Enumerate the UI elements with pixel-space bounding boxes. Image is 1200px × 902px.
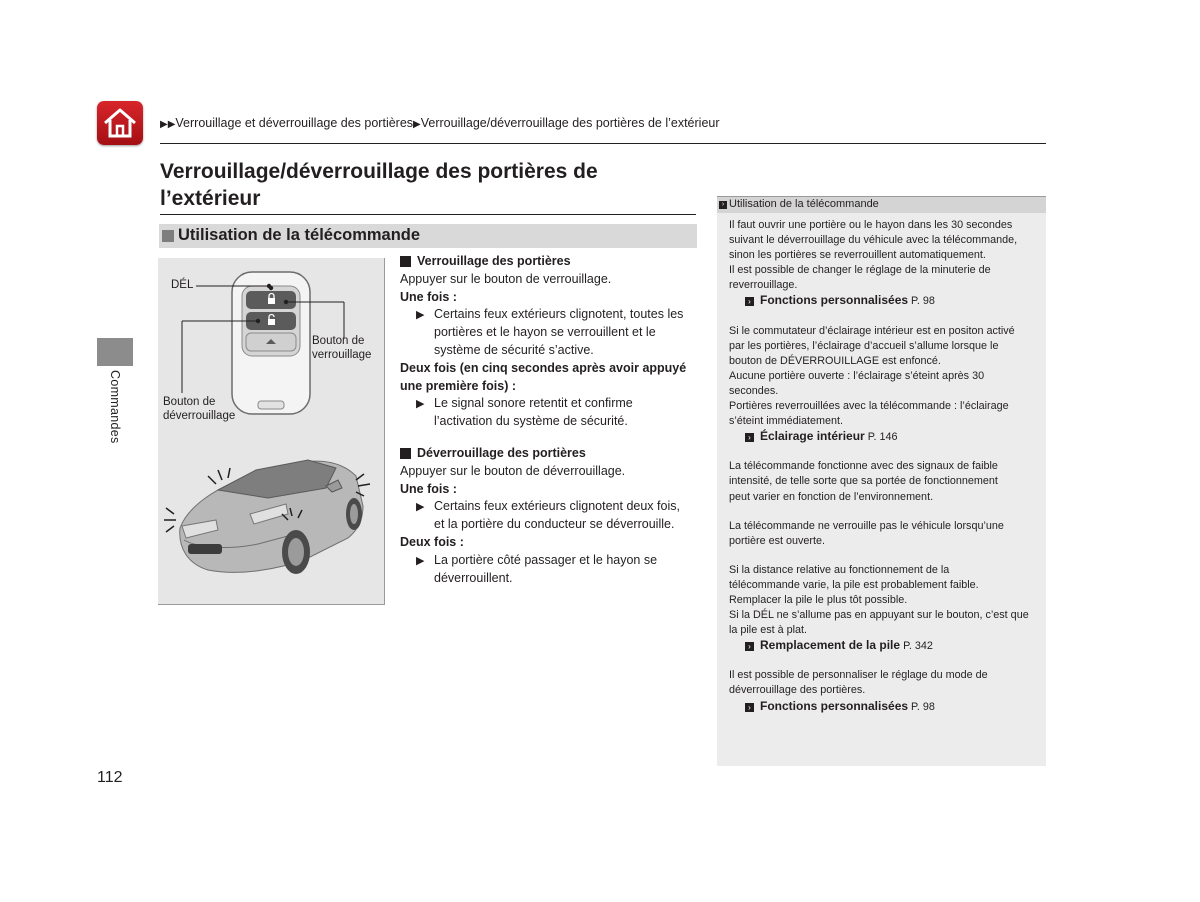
bullet-arrow-icon: ▶ bbox=[416, 501, 425, 514]
unlock-once-line-2: et la portière du conducteur se déverrouille. bbox=[434, 517, 675, 532]
reference-name: Fonctions personnalisées bbox=[760, 293, 909, 308]
lock-twice-line-2: l’activation du système de sécurité. bbox=[434, 414, 628, 429]
note-line: la pile est à plat. bbox=[729, 624, 808, 637]
notes-sidebar-body bbox=[729, 218, 1037, 715]
twice-label-line-2: une première fois) : bbox=[400, 378, 516, 393]
note-paragraph-6 bbox=[729, 668, 1037, 698]
reference-page: P. 146 bbox=[867, 431, 898, 444]
reference-arrow-icon: › bbox=[745, 642, 754, 651]
notes-sidebar-title bbox=[719, 198, 879, 210]
note-line: La télécommande fonctionne avec des signaux de faible bbox=[729, 460, 998, 473]
unlock-twice-item bbox=[400, 552, 700, 588]
remote-and-car-drawing bbox=[158, 258, 384, 604]
cross-reference-link[interactable] bbox=[729, 293, 1037, 309]
reference-name: Remplacement de la pile bbox=[760, 638, 901, 653]
note-paragraph-5 bbox=[729, 563, 1037, 638]
reference-arrow-icon: › bbox=[745, 433, 754, 442]
note-paragraph-2 bbox=[729, 324, 1037, 430]
breadcrumb-separator: ▶ bbox=[413, 119, 421, 130]
callout-unlock-line-1: Bouton de bbox=[163, 396, 216, 408]
cross-reference-link[interactable] bbox=[729, 699, 1037, 715]
once-label: Une fois : bbox=[400, 289, 457, 304]
callout-lock-line-1: Bouton de bbox=[312, 335, 365, 347]
breadcrumb-item-2[interactable]: Verrouillage/déverrouillage des portières de l’extérieur bbox=[420, 116, 720, 130]
chapter-tab[interactable] bbox=[97, 338, 133, 366]
header-rule bbox=[160, 143, 1046, 144]
section-marker bbox=[162, 230, 174, 242]
note-line: par les portières, l’éclairage d’accueil s’allume lorsque le bbox=[729, 339, 999, 352]
unlock-once-label: Une fois : bbox=[400, 481, 457, 496]
note-line: secondes. bbox=[729, 384, 779, 397]
reference-arrow-icon: › bbox=[745, 703, 754, 712]
unlock-twice-line-1: La portière côté passager et le hayon se bbox=[434, 552, 658, 567]
callout-lock-line-2: verrouillage bbox=[312, 349, 372, 361]
callout-unlock-button bbox=[163, 395, 235, 423]
lock-twice-item bbox=[400, 395, 700, 431]
car-icon bbox=[164, 460, 370, 574]
note-line: télécommande varie, la pile est probablement faible. bbox=[729, 578, 979, 591]
chapter-label: Commandes bbox=[108, 370, 122, 444]
title-rule bbox=[160, 214, 696, 215]
lock-instruction: Appuyer sur le bouton de verrouillage. bbox=[400, 271, 612, 286]
key-fob-icon bbox=[232, 272, 310, 414]
reference-name: Éclairage intérieur bbox=[760, 429, 865, 444]
breadcrumb bbox=[160, 116, 720, 130]
lock-heading-text: Verrouillage des portières bbox=[417, 254, 571, 268]
reference-name: Fonctions personnalisées bbox=[760, 698, 909, 713]
note-line: bouton de DÉVERROUILLAGE est enfoncé. bbox=[729, 354, 941, 367]
reference-page: P. 98 bbox=[911, 700, 935, 713]
reference-page: P. 98 bbox=[911, 295, 935, 308]
section-title: Utilisation de la télécommande bbox=[178, 226, 421, 244]
cross-reference-link[interactable] bbox=[729, 429, 1037, 445]
note-line: s’éteint immédiatement. bbox=[729, 415, 844, 428]
note-line: Portières reverrouillées avec la télécommande : l’éclairage bbox=[729, 400, 1009, 413]
note-line: Si le commutateur d’éclairage intérieur est en positon activé bbox=[729, 324, 1015, 337]
note-line: reverrouillage. bbox=[729, 279, 798, 292]
note-line: Il est possible de personnaliser le réglage du mode de bbox=[729, 669, 988, 682]
note-line: Si la distance relative au fonctionnement de la bbox=[729, 563, 950, 576]
notes-sidebar-title-text: Utilisation de la télécommande bbox=[729, 198, 879, 210]
note-line: intensité, de telle sorte que sa portée de fonctionnement bbox=[729, 475, 998, 488]
reference-page: P. 342 bbox=[903, 640, 933, 653]
lock-once-item bbox=[400, 306, 700, 359]
heading-marker bbox=[400, 448, 411, 459]
callout-unlock-line-2: déverrouillage bbox=[163, 410, 236, 422]
home-icon[interactable] bbox=[97, 101, 143, 145]
unlock-instruction: Appuyer sur le bouton de déverrouillage. bbox=[400, 463, 626, 478]
bullet-arrow-icon: ▶ bbox=[416, 309, 425, 322]
lock-once-line-3: système de sécurité s’active. bbox=[434, 342, 594, 357]
note-line: sinon les portières se reverrouillent automatiquement. bbox=[729, 249, 986, 262]
note-line: La télécommande ne verrouille pas le véhicule lorsqu’une bbox=[729, 519, 1004, 532]
main-text bbox=[400, 253, 700, 587]
page-title bbox=[160, 158, 680, 212]
note-paragraph-3 bbox=[729, 459, 1037, 504]
callout-lock-button bbox=[312, 334, 371, 362]
note-paragraph-1 bbox=[729, 218, 1037, 293]
note-line: déverrouillage des portières. bbox=[729, 684, 866, 697]
twice-label-line-1: Deux fois (en cinq secondes après avoir appuyé bbox=[400, 360, 687, 375]
cross-reference-link[interactable] bbox=[729, 638, 1037, 654]
note-line: portière est ouverte. bbox=[729, 534, 826, 547]
unlock-heading-text: Déverrouillage des portières bbox=[417, 445, 586, 460]
note-marker-icon: › bbox=[719, 201, 727, 209]
reference-arrow-icon: › bbox=[745, 297, 754, 306]
unlock-twice-label: Deux fois : bbox=[400, 534, 464, 549]
note-line: suivant le déverrouillage du véhicule avec la télécommande, bbox=[729, 234, 1018, 247]
lock-once-line-2: portières et le hayon se verrouillent et le bbox=[434, 325, 656, 340]
breadcrumb-arrows: ▶▶ bbox=[160, 119, 176, 130]
callout-led: DÉL bbox=[171, 279, 194, 291]
note-line: peut varier en fonction de l’environnement. bbox=[729, 490, 934, 503]
breadcrumb-item-1[interactable]: Verrouillage et déverrouillage des portières bbox=[175, 116, 414, 130]
note-line: Il faut ouvrir une portière ou le hayon dans les 30 secondes bbox=[729, 219, 1013, 231]
house-glyph-icon bbox=[102, 106, 138, 140]
unlock-once-item bbox=[400, 498, 700, 534]
page-title-line-2: l’extérieur bbox=[160, 187, 261, 210]
lock-twice-line-1: Le signal sonore retentit et confirme bbox=[434, 396, 633, 411]
bullet-arrow-icon: ▶ bbox=[416, 398, 425, 411]
note-paragraph-4 bbox=[729, 519, 1037, 549]
bullet-arrow-icon: ▶ bbox=[416, 554, 425, 567]
lock-once-line-1: Certains feux extérieurs clignotent, toutes les bbox=[434, 307, 684, 322]
key-fob-illustration bbox=[158, 258, 385, 605]
unlock-heading bbox=[400, 445, 700, 463]
note-line: Aucune portière ouverte : l’éclairage s’éteint après 30 bbox=[729, 369, 985, 382]
note-line: Remplacer la pile le plus tôt possible. bbox=[729, 593, 908, 606]
note-line: Si la DÉL ne s’allume pas en appuyant sur le bouton, c’est que bbox=[729, 609, 1029, 622]
heading-marker bbox=[400, 256, 411, 267]
unlock-once-line-1: Certains feux extérieurs clignotent deux fois, bbox=[434, 499, 680, 514]
note-line: Il est possible de changer le réglage de la minuterie de bbox=[729, 264, 991, 277]
page-number: 112 bbox=[97, 769, 123, 786]
lock-heading bbox=[400, 253, 700, 271]
twice-label bbox=[400, 360, 700, 396]
page-title-line-1: Verrouillage/déverrouillage des portières de bbox=[160, 160, 598, 183]
unlock-twice-line-2: déverrouillent. bbox=[434, 570, 513, 585]
